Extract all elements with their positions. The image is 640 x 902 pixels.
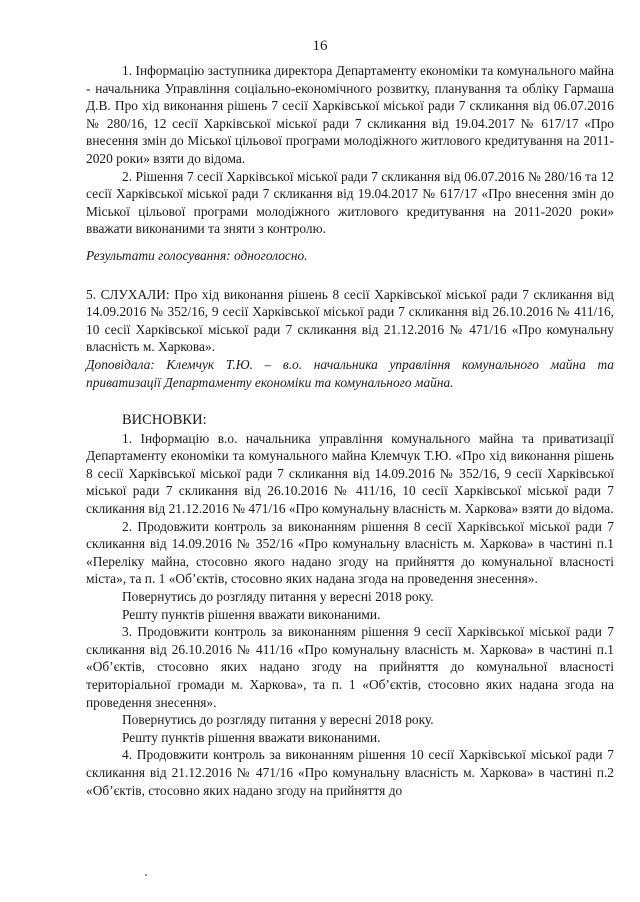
paragraph-item-1: 1. Інформацію заступника директора Департаменту економіки та комунального майна - начальника Управління соціально-економічного розвитку, планування та обліку Гармаша Д.В. Про хід виконання рішень 7 сесії Харківської міської ради 7 скликання від 06.07.2016 № 280/16, 12 сесії Харківської міської ради 7 скликання від 19.04.2017 № 617/17 «Про внесення змін до Міської цільової програми молодіжного житлового кредитування на 2011-2020 роки» взяти до відома.	[86, 63, 614, 166]
page-number: 16	[312, 38, 328, 54]
conclusion-2-rest: Решту пунктів рішення вважати виконаними.	[122, 606, 381, 622]
conclusion-3-rest: Решту пунктів рішення вважати виконаними.	[122, 729, 381, 745]
spacer	[86, 265, 614, 286]
scan-speck	[145, 874, 147, 876]
conclusion-3-return: Повернутись до розгляду питання у вересні 2018 року.	[122, 712, 434, 728]
spacer	[86, 391, 614, 412]
conclusion-4: 4. Продовжити контроль за виконанням рішення 10 сесії Харківської міської ради 7 скликання від 21.12.2016 № 471/16 «Про комунальну власність м. Харкова» в частині п.2 «Об’єктів, стосовно яких надано згоду на прийняття до	[86, 747, 614, 798]
paragraph-item-2: 2. Рішення 7 сесії Харківської міської ради 7 скликання від 06.07.2016 № 280/16 та 12 сесії Харківської міської ради 7 скликання від 19.04.2017 № 617/17 «Про внесення змін до Міської цільової програми молодіжного житлового кредитування на 2011-2020 роки» вважати виконаними та зняти з контролю.	[86, 168, 614, 237]
conclusions-heading: ВИСНОВКИ:	[122, 412, 207, 429]
heard-item-5: 5. СЛУХАЛИ: Про хід виконання рішень 8 сесії Харківської міської ради 7 скликання від 14.09.2016 № 352/16, 9 сесії Харківської міської ради 7 скликання від 26.10.2016 № 411/16, 10 сесії Харківської міської ради 7 скликання від 21.12.2016 № 471/16 «Про комунальну власність м. Харкова».	[86, 286, 614, 355]
conclusion-2: 2. Продовжити контроль за виконанням рішення 8 сесії Харківської міської ради 7 скликання від 14.09.2016 № 352/16 «Про комунальну власність м. Харкова» в частині п.1 «Переліку майна, стосовно якого надано згоду на прийняття до комунальної власності міста», та п. 1 «Об’єктів, стосовно яких надана згода на проведення знесення».	[86, 518, 614, 587]
conclusion-3: 3. Продовжити контроль за виконанням рішення 9 сесії Харківської міської ради 7 скликання від 26.10.2016 № 411/16 «Про комунальну власність м. Харкова» в частині п.1 «Об’єктів, стосовно яких надано згоду на прийняття до комунальної власності територіальної громади м. Харкова», та п. 1 «Об’єктів, стосовно яких надана згода на проведення знесення».	[86, 624, 614, 710]
vote-result: Результати голосування: одноголосно.	[86, 247, 308, 263]
spacer	[86, 238, 614, 247]
conclusion-2-return: Повернутись до розгляду питання у вересні 2018 року.	[122, 589, 434, 605]
document-body	[86, 62, 614, 799]
speaker-note: Доповідала: Клемчук Т.Ю. – в.о. начальника управління комунального майна та приватизації Департаменту економіки та комунального майна.	[86, 356, 614, 390]
conclusion-1: 1. Інформацію в.о. начальника управління комунального майна та приватизації Департаменту економіки та комунального майна Клемчук Т.Ю. «Про хід виконання рішень 8 сесії Харківської міської ради 7 скликання від 14.09.2016 № 352/16, 9 сесії Харківської міської ради 7 скликання від 26.10.2016 № 411/16, 10 сесії Харківської міської ради 7 скликання від 21.12.2016 № 471/16 «Про комунальну власність м. Харкова» взяти до відома.	[86, 430, 614, 517]
